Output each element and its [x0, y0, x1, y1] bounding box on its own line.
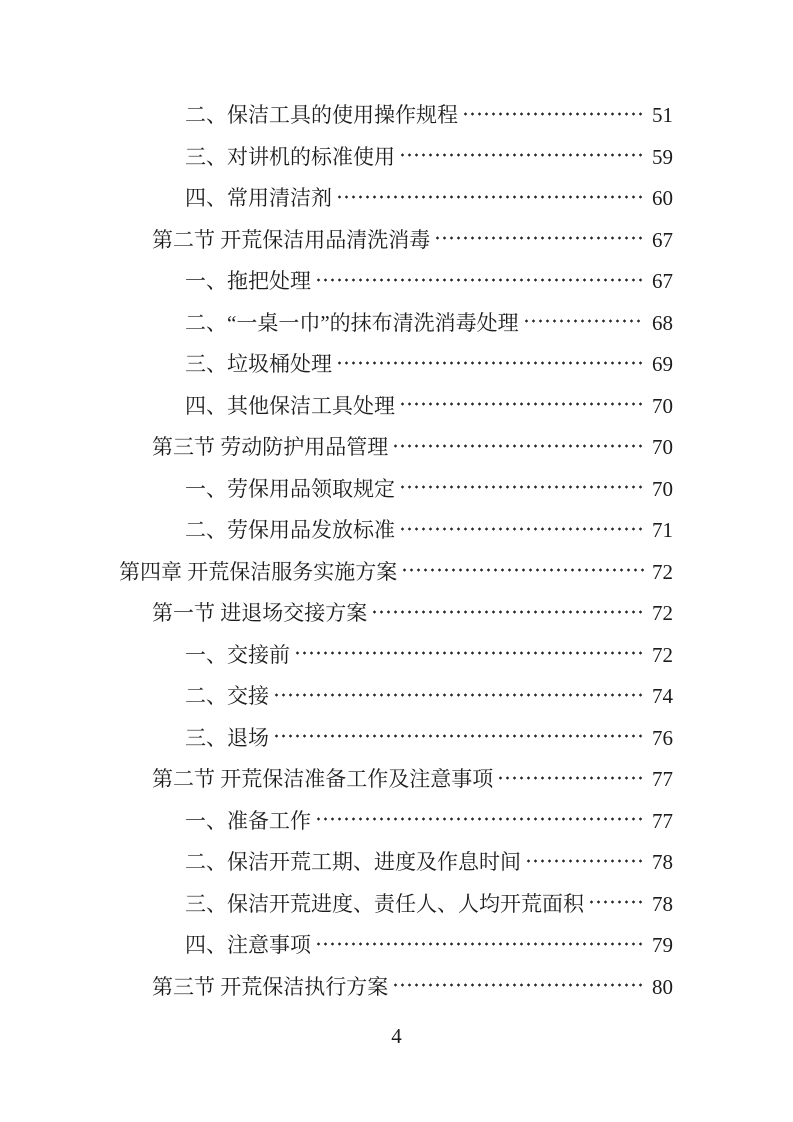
toc-entry-page-number: 60 — [652, 186, 673, 210]
toc-entry-page-number: 74 — [652, 684, 673, 708]
toc-entry-label: 第三节 开荒保洁执行方案 — [152, 974, 389, 999]
toc-dot-leader — [373, 610, 644, 614]
toc-entry-page-number: 70 — [652, 435, 673, 459]
toc-dot-leader — [436, 236, 644, 240]
toc-entry — [119, 718, 673, 760]
toc-entry — [119, 676, 673, 718]
toc-entry-page-number: 72 — [652, 642, 673, 667]
toc-entry-label: 第二节 开荒保洁准备工作及注意事项 — [152, 767, 494, 791]
toc-entry-page-number: 80 — [652, 974, 673, 999]
toc-entry — [119, 303, 673, 345]
toc-entry-page-number: 70 — [652, 393, 673, 418]
toc-entry — [119, 178, 673, 220]
toc-dot-leader — [525, 319, 644, 323]
toc-dot-leader — [464, 112, 644, 116]
toc-entry — [119, 635, 673, 677]
toc-entry-label: 四、常用清洁剂 — [185, 186, 332, 210]
toc-entry-page-number: 71 — [652, 518, 673, 542]
toc-entry — [119, 552, 673, 594]
toc-entry-label: 二、劳保用品发放标准 — [185, 518, 395, 542]
toc-entry-label: 第一节 进退场交接方案 — [152, 601, 368, 625]
toc-entry — [119, 884, 673, 926]
toc-dot-leader — [499, 776, 644, 780]
toc-entry-label: 二、“一桌一巾”的抹布清洗消毒处理 — [185, 310, 519, 335]
toc-dot-leader — [296, 651, 644, 655]
toc-entry-label: 三、退场 — [185, 725, 269, 750]
toc-dot-leader — [394, 444, 644, 448]
toc-entry-page-number: 67 — [652, 227, 673, 252]
toc-entry — [119, 95, 673, 137]
toc-entry-page-number: 78 — [652, 850, 673, 874]
toc-dot-leader — [317, 817, 644, 821]
toc-dot-leader — [317, 942, 644, 946]
toc-entry-label: 一、劳保用品领取规定 — [185, 476, 395, 501]
toc-entry — [119, 344, 673, 386]
toc-entry-page-number: 77 — [652, 808, 673, 833]
toc-dot-leader — [338, 361, 644, 365]
toc-dot-leader — [401, 485, 644, 489]
toc-entry — [119, 593, 673, 635]
toc-dot-leader — [401, 527, 644, 531]
toc-entry-label: 二、交接 — [185, 684, 269, 708]
toc-entry-page-number: 76 — [652, 725, 673, 750]
toc-entry-page-number: 77 — [652, 767, 673, 791]
toc-entry — [119, 386, 673, 428]
toc-dot-leader — [527, 859, 644, 863]
toc-dot-leader — [275, 734, 644, 738]
toc-entry-label: 三、垃圾桶处理 — [185, 352, 332, 376]
toc-entry-page-number: 70 — [652, 476, 673, 501]
toc-dot-leader — [394, 983, 644, 987]
toc-entry — [119, 967, 673, 1009]
toc-entry-page-number: 68 — [652, 310, 673, 335]
table-of-contents — [119, 95, 673, 1008]
page-number-footer: 4 — [391, 1024, 402, 1048]
toc-entry-page-number: 59 — [652, 144, 673, 169]
toc-entry-label: 三、对讲机的标准使用 — [185, 144, 395, 169]
toc-dot-leader — [275, 693, 644, 697]
toc-entry-label: 四、注意事项 — [185, 933, 311, 957]
toc-entry-label: 一、拖把处理 — [185, 269, 311, 293]
toc-dot-leader — [317, 278, 644, 282]
toc-dot-leader — [401, 153, 644, 157]
toc-entry-label: 第三节 劳动防护用品管理 — [152, 435, 389, 459]
toc-dot-leader — [590, 900, 644, 904]
toc-entry — [119, 469, 673, 511]
toc-entry-label: 二、保洁开荒工期、进度及作息时间 — [185, 850, 521, 874]
toc-entry — [119, 427, 673, 469]
toc-entry-label: 第二节 开荒保洁用品清洗消毒 — [152, 227, 431, 252]
toc-entry — [119, 925, 673, 967]
toc-entry-label: 一、交接前 — [185, 642, 290, 667]
toc-entry-page-number: 72 — [652, 559, 673, 584]
toc-entry — [119, 261, 673, 303]
toc-entry-page-number: 72 — [652, 601, 673, 625]
toc-entry — [119, 801, 673, 843]
toc-entry-label: 二、保洁工具的使用操作规程 — [185, 103, 458, 127]
toc-entry — [119, 510, 673, 552]
toc-entry-label: 第四章 开荒保洁服务实施方案 — [119, 559, 398, 584]
toc-dot-leader — [338, 195, 644, 199]
toc-entry — [119, 220, 673, 262]
toc-entry — [119, 759, 673, 801]
toc-entry-page-number: 51 — [652, 103, 673, 127]
toc-dot-leader — [403, 568, 644, 572]
toc-entry-page-number: 67 — [652, 269, 673, 293]
toc-entry-page-number: 69 — [652, 352, 673, 376]
toc-entry-page-number: 78 — [652, 891, 673, 916]
toc-entry-page-number: 79 — [652, 933, 673, 957]
toc-entry — [119, 137, 673, 179]
toc-entry-label: 一、准备工作 — [185, 808, 311, 833]
toc-entry-label: 四、其他保洁工具处理 — [185, 393, 395, 418]
toc-entry — [119, 842, 673, 884]
toc-dot-leader — [401, 402, 644, 406]
toc-entry-label: 三、保洁开荒进度、责任人、人均开荒面积 — [185, 891, 584, 916]
